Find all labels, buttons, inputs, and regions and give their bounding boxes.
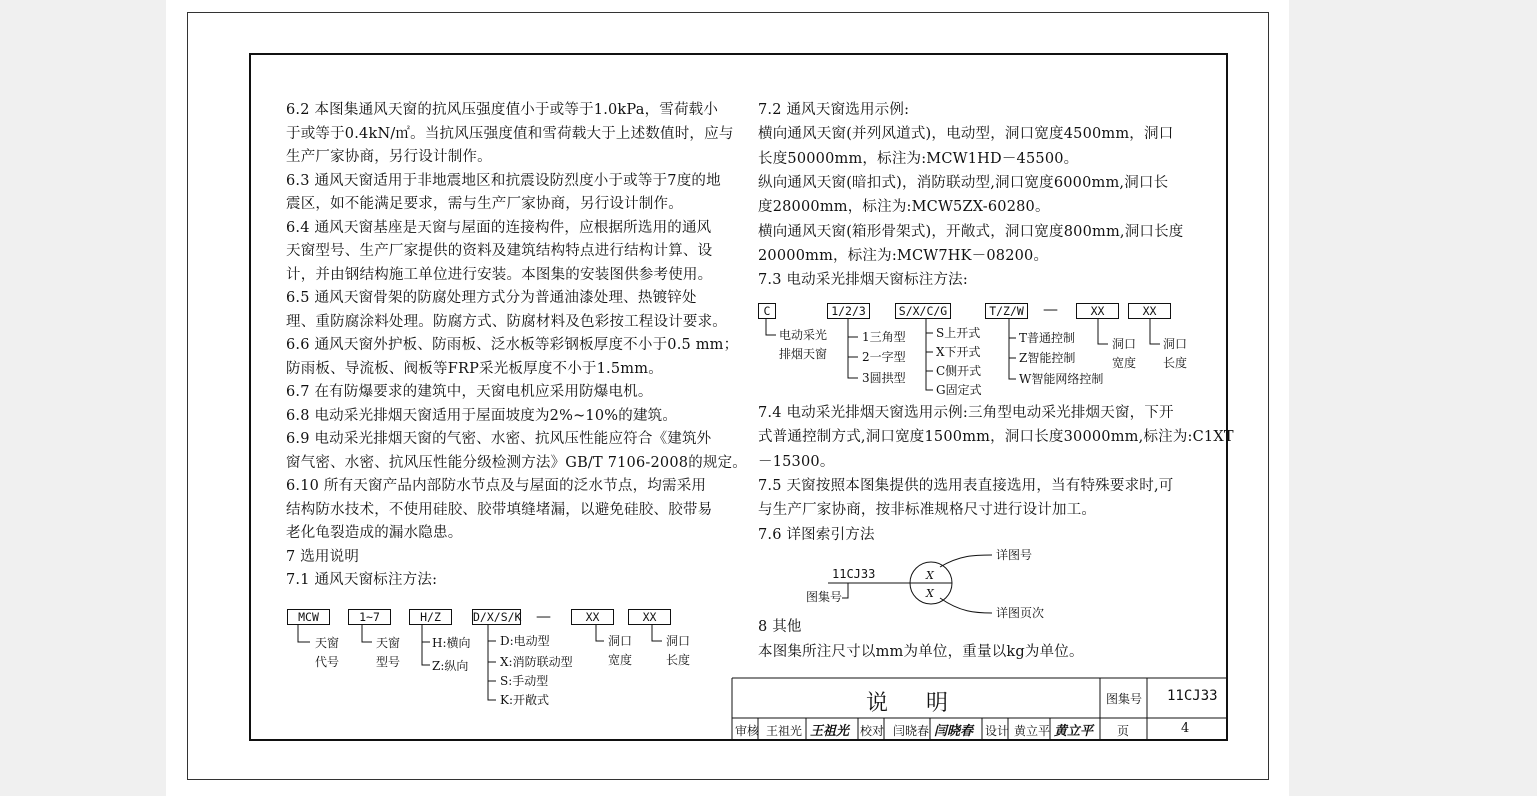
text-line: 理、重防腐涂料处理。防腐方式、防腐材料及色彩按工程设计要求。 (286, 313, 727, 330)
notation-label: 洞口 (608, 634, 633, 648)
review-signature: 王祖光 (810, 724, 850, 739)
page-number: 4 (1181, 721, 1190, 736)
notation-label: 宽度 (608, 653, 633, 667)
notation-label: 排烟天窗 (779, 347, 828, 361)
text-line: 纵向通风天窗(暗扣式)，消防联动型,洞口宽度6000mm,洞口长 (758, 174, 1169, 191)
text-line: 与生产厂家协商，按非标准规格尺寸进行设计加工。 (758, 502, 1097, 519)
text-line: 7 选用说明 (286, 548, 360, 565)
notation-box: XX (1076, 303, 1119, 319)
notation-label: X:消防联动型 (500, 655, 573, 669)
notation-label: S:手动型 (500, 674, 549, 688)
text-line: 度28000mm，标注为:MCW5ZX-60280。 (758, 199, 1050, 216)
text-line: 老化龟裂造成的漏水隐患。 (286, 525, 463, 541)
text-line: 6.8 电动采光排烟天窗适用于屋面坡度为2%~10%的建筑。 (286, 407, 678, 424)
text-line: 7.4 电动采光排烟天窗选用示例:三角型电动采光排烟天窗，下开 (758, 405, 1174, 421)
check-signature: 闫晓春 (934, 724, 974, 739)
notation-label: K:开敞式 (500, 693, 550, 707)
check-label: 校对 (860, 724, 885, 738)
text-line: 7.6 详图索引方法 (758, 526, 875, 543)
notation-label: S上开式 (936, 326, 981, 340)
notation-dash: — (1043, 300, 1058, 318)
notation-box: D/X/S/K (473, 610, 522, 624)
index-top-symbol: X (926, 569, 934, 582)
text-line: 7.3 电动采光排烟天窗标注方法: (758, 272, 968, 289)
notation-label: 天窗 (315, 636, 340, 650)
notation-box: 1/2/3 (827, 303, 870, 319)
text-line: 窗气密、水密、抗风压性能分级检测方法》GB/T 7106-2008的规定。 (286, 454, 748, 471)
notation-label: T普通控制 (1019, 331, 1076, 345)
notation-box: 1~7 (348, 609, 391, 625)
notation-label: 长度 (1163, 356, 1188, 370)
text-line: 7.1 通风天窗标注方法: (286, 572, 438, 588)
text-line: 于或等于0.4kN/㎡。当抗风压强度值和雪荷载大于上述数值时，应与 (286, 125, 734, 142)
notation-label: 天窗 (376, 636, 401, 650)
notation-label: Z智能控制 (1019, 351, 1076, 365)
text-line: 20000mm，标注为:MCW7HK－08200。 (758, 247, 1049, 264)
text-line: 6.4 通风天窗基座是天窗与屋面的连接构件，应根据所选用的通风 (286, 219, 712, 236)
design-label: 设计 (985, 724, 1010, 738)
notation-label: Z:纵向 (432, 659, 469, 673)
atlas-number: 11CJ33 (1167, 688, 1218, 704)
check-name: 闫晓春 (893, 724, 930, 738)
notation-box: MCW (287, 609, 330, 625)
notation-label: 型号 (376, 655, 401, 669)
notation-label: C侧开式 (936, 364, 982, 378)
review-label: 审核 (735, 724, 760, 738)
notation-label: 洞口 (666, 634, 691, 648)
notation-label: W智能网络控制 (1019, 372, 1104, 386)
text-line: 7.5 天窗按照本图集提供的选用表直接选用，当有特殊要求时,可 (758, 477, 1174, 494)
text-line: 横向通风天窗(箱形骨架式)，开敞式，洞口宽度800mm,洞口长度 (758, 223, 1184, 240)
notation-box: S/X/C/G (895, 303, 951, 319)
design-signature: 黄立平 (1054, 724, 1094, 739)
text-line: 式普通控制方式,洞口宽度1500mm，洞口长度30000mm,标注为:C1XT (758, 429, 1234, 446)
notation-label: D:电动型 (500, 634, 550, 648)
index-detail-number-label: 详图号 (996, 548, 1033, 562)
text-line: 6.9 电动采光排烟天窗的气密、水密、抗风压性能应符合《建筑外 (286, 431, 712, 447)
notation-label: G固定式 (936, 383, 982, 397)
text-line: 8 其他 (758, 619, 802, 635)
index-bottom-symbol: X (926, 587, 934, 600)
notation-label: 宽度 (1112, 356, 1137, 370)
notation-dash: — (536, 607, 551, 625)
text-line: 长度50000mm，标注为:MCW1HD－45500。 (758, 150, 1079, 167)
review-name: 王祖光 (766, 724, 803, 738)
notation-box: XX (628, 609, 671, 625)
notation-box: XX (571, 609, 614, 625)
text-line: 6.6 通风天窗外护板、防雨板、泛水板等彩钢板厚度不小于0.5 mm； (286, 337, 739, 353)
text-line: 生产厂家协商，另行设计制作。 (286, 149, 492, 165)
notation-label: 长度 (666, 653, 691, 667)
design-name: 黄立平 (1014, 724, 1051, 738)
text-line: 结构防水技术，不使用硅胶、胶带填缝堵漏，以避免硅胶、胶带易 (286, 501, 713, 518)
notation-label: 洞口 (1112, 337, 1137, 351)
text-line: －15300。 (758, 453, 835, 470)
sheet-title: 说明 (866, 691, 987, 716)
text-line: 6.10 所有天窗产品内部防水节点及与屋面的泛水节点，均需采用 (286, 478, 707, 494)
text-line: 震区，如不能满足要求，需与生产厂家协商，另行设计制作。 (286, 196, 683, 212)
atlas-number-label: 图集号 (1106, 692, 1143, 706)
notation-label: 电动采光 (779, 328, 828, 342)
text-line: 6.5 通风天窗骨架的防腐处理方式分为普通油漆处理、热镀锌处 (286, 290, 697, 306)
index-detail-page-label: 详图页次 (996, 606, 1045, 620)
text-line: 6.2 本图集通风天窗的抗风压强度值小于或等于1.0kPa，雪荷载小 (286, 102, 719, 118)
index-atlas-number: 11CJ33 (832, 567, 876, 581)
text-line: 天窗型号、生产厂家提供的资料及建筑结构特点进行结构计算、设 (286, 243, 713, 259)
notation-label: X下开式 (936, 345, 981, 359)
notation-label: 1三角型 (862, 330, 906, 344)
notation-label: 3圆拱型 (862, 371, 906, 385)
notation-box: T/Z/W (985, 303, 1028, 319)
text-line: 本图集所注尺寸以mm为单位，重量以kg为单位。 (758, 643, 1084, 660)
notation-label: 2一字型 (862, 350, 906, 364)
text-line: 计，并由钢结构施工单位进行安装。本图集的安装图供参考使用。 (286, 266, 713, 283)
text-line: 防雨板、导流板、阀板等FRP采光板厚度不小于1.5mm。 (286, 360, 663, 377)
notation-box: H/Z (409, 609, 452, 625)
notation-label: 洞口 (1163, 337, 1188, 351)
notation-box: XX (1128, 303, 1171, 319)
page-label: 页 (1117, 724, 1130, 738)
text-line: 横向通风天窗(并列风道式)，电动型，洞口宽度4500mm，洞口 (758, 126, 1174, 143)
text-line: 7.2 通风天窗选用示例: (758, 102, 910, 118)
text-line: 6.7 在有防爆要求的建筑中，天窗电机应采用防爆电机。 (286, 384, 653, 400)
text-line: 6.3 通风天窗适用于非地震地区和抗震设防烈度小于或等于7度的地 (286, 172, 721, 189)
notation-label: H:横向 (432, 636, 471, 650)
notation-label: 代号 (315, 655, 340, 669)
notation-box: C (758, 303, 776, 319)
index-atlas-label: 图集号 (806, 590, 843, 604)
